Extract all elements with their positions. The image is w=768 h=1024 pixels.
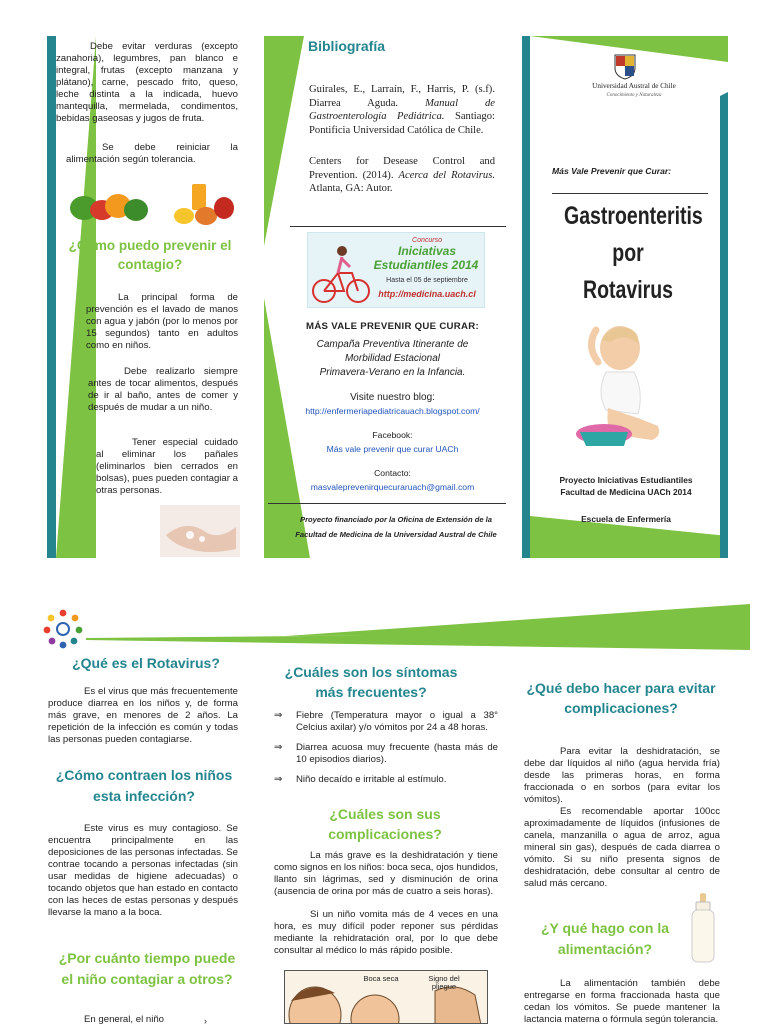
project-line2: Facultad de Medicina UACh 2014 bbox=[560, 487, 692, 497]
avoid-complications-text-1: Para evitar la deshidratación, se debe dar líquidos al niño (agua hervida fría) desde las primeras horas, en forma fraccionada o en sorbos (para evitar los vómitos). bbox=[524, 746, 720, 805]
banner-title1: Iniciativas bbox=[397, 244, 457, 258]
ref1-authors: Guirales, E., Larraín, F., Harris, P. (s.f). Diarrea Aguda. bbox=[309, 84, 495, 109]
cover-tagline: Más Vale Prevenir que Curar: bbox=[552, 166, 672, 176]
arrow-icon: › bbox=[204, 1016, 207, 1024]
contagion-period-text: En general, el niño bbox=[84, 1014, 165, 1024]
food-illustration bbox=[66, 180, 236, 226]
ref1-title: Manual de Gastroenterología Pediátrica. bbox=[309, 97, 496, 122]
feeding-text: La alimentación también debe entregarse en forma fraccionada hasta que cedan los vómitos. Se puede mantener la lactancia materna o fórmula según tolerancia. bbox=[524, 978, 720, 1024]
campaign-line3: Primavera-Verano en la Infancia. bbox=[319, 367, 466, 378]
funding-text: Proyecto financiado por la Oficina de Extensión de la Facultad de Medicina de la Universidad Austral de Chile bbox=[295, 515, 497, 539]
banner-title2: Estudiantiles 2014 bbox=[373, 258, 479, 272]
contagion-heading: ¿Cómo puedo prevenir el contagio? bbox=[68, 238, 232, 272]
handwashing-image bbox=[160, 505, 240, 557]
page2-green-banner bbox=[86, 604, 750, 654]
reference-2 bbox=[309, 155, 495, 196]
middle-panel-stripes bbox=[264, 36, 310, 558]
university-crest-icon bbox=[614, 54, 636, 80]
blog-link[interactable]: http://enfermeriapediatricauach.blogspot.com/ bbox=[305, 406, 480, 416]
left-panel-teal-stripe bbox=[47, 36, 56, 558]
arrow-icon: ⇒ bbox=[274, 774, 283, 785]
title-line1: Gastroenteritis bbox=[564, 202, 703, 230]
contagion-period-heading: ¿Por cuánto tiempo puede el niño contagiar a otros? bbox=[58, 950, 236, 987]
arrow-icon: ⇒ bbox=[274, 742, 283, 753]
baby-illustration bbox=[566, 322, 686, 452]
title-line2: por bbox=[612, 239, 644, 267]
symptoms-heading: ¿Cuáles son los síntomas más frecuentes? bbox=[284, 664, 458, 700]
complications-heading: ¿Cuáles son sus complicaciones? bbox=[328, 806, 442, 842]
cyclist-icon bbox=[312, 243, 374, 305]
contagion-p2: Debe realizarlo siempre antes de tocar alimentos, después de ir al baño, antes de comer y después de mudar a un niño. bbox=[88, 366, 238, 413]
avoid-complications-heading: ¿Qué debo hacer para evitar complicaciones? bbox=[526, 680, 716, 716]
arrow-icon: ⇒ bbox=[274, 710, 283, 721]
how-contract-heading: ¿Cómo contraen los niños esta infección? bbox=[55, 767, 233, 804]
complications-text-2: Si un niño vomita más de 4 veces en una hora, es muy difícil poder reponer sus pérdidas mediante la rehidratación oral, por lo que debe consultar al médico lo más rápido posible. bbox=[274, 909, 498, 956]
contagion-p1: La principal forma de prevención es el lavado de manos con agua y jabón (por lo menos por 15 segundos) tanto en adultos como en niños. bbox=[86, 292, 238, 351]
symptom-item: ⇒ Diarrea acuosa muy frecuente (hasta más de 10 episodios diarios). bbox=[274, 742, 498, 765]
symptom-item: ⇒ Niño decaído e irritable al estímulo. bbox=[274, 774, 447, 785]
ref2-authors: Centers for Desease Control and Prevention. (2014). bbox=[309, 156, 495, 181]
reference-1 bbox=[309, 83, 495, 137]
campaign-heading: MÁS VALE PREVENIR QUE CURAR: bbox=[306, 321, 479, 332]
title-line3: Rotavirus bbox=[583, 276, 673, 304]
university-name: Universidad Austral de Chile bbox=[592, 82, 676, 90]
school-name: Escuela de Enfermería bbox=[581, 514, 671, 524]
contagion-p3: Tener especial cuidado al eliminar los pañales (eliminarlos bien cerrados en bolsas), pues pueden contagiar a otras personas. bbox=[96, 437, 238, 496]
project-line1: Proyecto Iniciativas Estudiantiles bbox=[559, 475, 693, 485]
divider-top bbox=[290, 226, 506, 227]
what-is-rotavirus-text: Es el virus que más frecuentemente produce diarrea en los niños y, de forma más grave, en menores de 2 años. La repetición de la infección es común y todas las personas pueden contagiarse. bbox=[48, 686, 238, 745]
banner-url[interactable]: http://medicina.uach.cl bbox=[378, 289, 476, 299]
contest-banner bbox=[307, 232, 485, 308]
ref2-title: Acerca del Rotavirus. bbox=[398, 169, 495, 181]
facebook-label: Facebook: bbox=[372, 430, 413, 440]
what-is-rotavirus-heading: ¿Qué es el Rotavirus? bbox=[72, 655, 220, 671]
bibliography-heading: Bibliografía bbox=[308, 38, 386, 54]
avoid-complications-text-2: Es recomendable aportar 100cc aproximadamente de líquidos (infusiones de canela, manzanilla o agua de arroz, agua mineral sin gas), después de cada diarrea o vómito. Si su niño presenta signos de deshidratación, debe consultar al centro de salud más cercano. bbox=[524, 806, 720, 889]
symptom-item: ⇒ Fiebre (Temperatura mayor o igual a 38° Celcius axilar) y/o vómitos por 24 a 48 horas. bbox=[274, 710, 498, 733]
banner-small: Concurso bbox=[412, 237, 442, 244]
banner-date: Hasta el 05 de septiembre bbox=[386, 277, 468, 284]
campaign-line1: Campaña Preventiva Itinerante de bbox=[316, 339, 469, 350]
feeding-heading: ¿Y qué hago con la alimentación? bbox=[540, 920, 670, 957]
how-contract-text: Este virus es muy contagioso. Se encuentra principalmente en las deposiciones de las personas infectadas. Se contrae tocando a personas infectadas (sin usar medidas de higiene adecuadas) o tocando objetos que han estado en contacto con las heces de estas personas y después llevarse la mano a la boca. bbox=[48, 823, 238, 918]
ref2-publisher: Atlanta, GA: Autor. bbox=[309, 183, 393, 194]
reinit-text: Se debe reiniciar la alimentación según tolerancia. bbox=[66, 142, 238, 165]
people-circle-logo bbox=[42, 608, 84, 650]
complications-text-1: La más grave es la deshidratación y tiene como signos en los niños: boca seca, ojos hundidos, llanto sin lágrimas, sed y disminución de orina (ausencia de orina por más de cuatro a seis horas). bbox=[274, 850, 498, 897]
contact-label: Contacto: bbox=[374, 468, 411, 478]
diet-text: Debe evitar verduras (excepto zanahoria), legumbres, pan blanco e integral, frutas (excepto manzana y plátano), carne, pescado frito, queso, leche distinta a la indicada, huevo mantequilla, mermelada, condimentos, bebidas gaseosas y jugos de fruta. bbox=[56, 41, 238, 124]
dehydration-illustration bbox=[284, 970, 488, 1024]
facebook-link[interactable]: Más vale prevenir que curar UACh bbox=[326, 444, 459, 454]
ref1-publisher: Santiago: Pontificia Universidad Católica de Chile. bbox=[309, 111, 495, 136]
skin-fold-label: Signo del pliegue bbox=[428, 974, 460, 991]
campaign-description bbox=[280, 338, 505, 380]
project-info bbox=[536, 474, 716, 498]
symptoms-list bbox=[272, 710, 498, 794]
baby-bottle-icon bbox=[688, 892, 718, 964]
university-motto: Conocimiento y Naturaleza bbox=[606, 93, 662, 98]
blog-label: Visite nuestro blog: bbox=[350, 392, 435, 403]
dry-mouth-label: Boca seca bbox=[363, 974, 399, 983]
campaign-line2: Morbilidad Estacional bbox=[344, 353, 441, 364]
cover-title bbox=[564, 198, 703, 309]
contact-email[interactable]: masvaleprevenirquecuraruach@gmail.com bbox=[310, 482, 475, 492]
cover-divider bbox=[552, 193, 708, 194]
divider-bottom bbox=[268, 503, 506, 504]
